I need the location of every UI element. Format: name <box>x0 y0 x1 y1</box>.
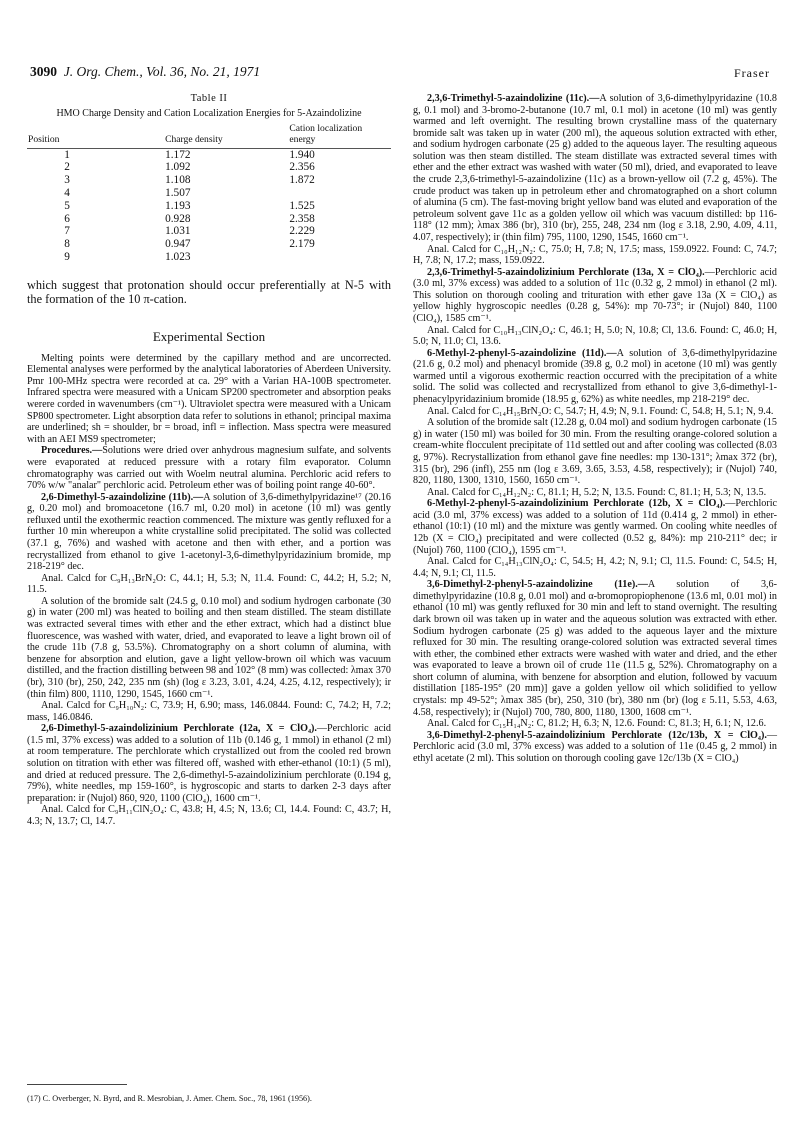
compound-12a-paragraph: 2,6-Dimethyl-5-azaindolizinium Perchlorate (12a, X = ClO₄).—Perchloric acid (1.5 ml, 37% excess) was added to a solution of 11b (0.146 g, 1 mmol) in ethanol (2 ml) at room temperature. The perchlorate which crystallized out from the cooled red brown solution on titration with ether was filtered off, washed with ether-ethanol (10:1) (5 ml), and dried at reduced pressure. The 2,6-dimethyl-5-azaindolizinium perchlorate (0.194 g, 79%), white needles, mp 159-160°, is hygroscopic and starts to darken 2-3 days after preparation: ir (Nujol) 860, 920, 1100 (ClO₄), 1600 cm⁻¹. <box>27 723 391 804</box>
compound-13a-paragraph: 2,3,6-Trimethyl-5-azaindolizinium Perchlorate (13a, X = ClO₄).—Perchloric acid (3.0 ml, 37% excess) was added to a solution of 11c (0.32 g, 2 mmol) in ethanol (2 ml). This solution on thorough cooling and trituration with ether gave 13a (X = ClO₄) as yellow highly hygroscopic needles (0.28 g, 54%): mp 70-73°; ir (Nujol) 840, 1100 (ClO₄), 1585 cm⁻¹. <box>413 266 777 324</box>
analysis-paragraph: Anal. Calcd for C₉H₁₃BrN₂O: C, 44.1; H, 5.3; N, 11.4. Found: C, 44.2; H, 5.2; N, 11.5. <box>27 572 391 596</box>
table-cell-pos: 4 <box>64 186 70 199</box>
table-cell-energy <box>245 187 391 200</box>
procedures-heading: Procedures.— <box>41 445 103 457</box>
compound-11c-heading: 2,3,6-Trimethyl-5-azaindolizine (11c).— <box>427 93 600 104</box>
compound-13a-heading: 2,3,6-Trimethyl-5-azaindolizinium Perchlorate (13a, X = ClO₄). <box>427 266 705 278</box>
analysis-paragraph: Anal. Calcd for C₁₄H₁₂N₂: C, 81.1; H, 5.2; N, 13.5. Found: C, 81.1; H, 5.3; N, 13.5. <box>427 486 767 498</box>
table-label: Table II <box>190 93 228 104</box>
table-cell-pos: 7 <box>64 225 70 238</box>
hmo-table <box>27 122 391 264</box>
table-cell-energy: 2.356 <box>289 161 315 174</box>
table-title: HMO Charge Density and Cation Localization Energies for 5-Azaindolizine <box>56 107 362 119</box>
running-author: Fraser <box>734 66 770 80</box>
table-cell-energy <box>245 251 391 264</box>
table-cell-pos: 8 <box>64 238 70 251</box>
table-cell-charge: 1.172 <box>165 148 191 161</box>
table-cell-pos: 6 <box>64 212 70 225</box>
footnote-rule <box>27 1084 127 1085</box>
analysis-paragraph: Anal. Calcd for C₁₄H₁₅BrN₂O: C, 54.7; H, 4.9; N, 9.1. Found: C, 54.8; H, 5.1; N, 9.4. <box>427 405 774 417</box>
table-cell-charge: 1.023 <box>165 250 191 263</box>
table-cell-charge: 1.193 <box>165 199 191 212</box>
table-cell-pos: 1 <box>64 148 70 161</box>
compound-12b-heading: 6-Methyl-2-phenyl-5-azaindolizinium Perchlorate (12b, X = ClO₄). <box>427 498 726 510</box>
left-column <box>27 93 391 827</box>
table-cell-charge: 0.928 <box>165 212 191 225</box>
table-cell-energy: 1.940 <box>289 148 315 161</box>
compound-11b-paragraph: 2,6-Dimethyl-5-azaindolizine (11b).—A solution of 3,6-dimethylpyridazine¹⁷ (20.16 g, 0.20 mol) and bromoacetone (16.7 ml, 0.20 mol) in acetone (10 ml) was gently refluxed until the exothermic reaction commenced. The mixture was gently refluxed for a further 10 min whereupon a white crystalline solid precipitated. The solid was collected (37.1 g, 76%) and washed with acetone and then with ether, and a portion was recrystallized from ethanol to give 1-acetonyl-3,6-dimethylpyridazinium bromide, mp 218-219° dec. <box>27 491 391 573</box>
table-row <box>27 148 391 161</box>
table-row <box>27 187 391 200</box>
compound-12c-heading: 3,6-Dimethyl-2-phenyl-5-azaindolizinium Perchlorate (12c/13b, X = ClO₄). <box>427 729 767 741</box>
right-column <box>413 93 777 765</box>
table-cell-pos: 9 <box>64 250 70 263</box>
table-row <box>27 161 391 174</box>
compound-11b-heading: 2,6-Dimethyl-5-azaindolizine (11b).— <box>41 491 204 503</box>
table-row <box>27 174 391 187</box>
compound-11d-paragraph: 6-Methyl-2-phenyl-5-azaindolizine (11d).—A solution of 3,6-dimethylpyridazine (21.6 g, 0.2 mol) and phenacyl bromide (39.8 g, 0.2 mol) in acetone (10 ml) was gently warmed until a vigorous exothermic reaction occurred with the precipitation of a white solid. The solid was collected and recrystallized from ethanol to give 3,6-dimethyl-1-phenacylpyridazinium bromide (18.95 g, 62%) as white needles, mp 218-219° dec. <box>413 347 777 406</box>
table-cell-energy: 2.179 <box>289 238 315 251</box>
analysis-paragraph: Anal. Calcd for C₁₀H₁₃ClN₂O₄: C, 46.1; H, 5.0; N, 10.8; Cl, 13.6. Found: C, 46.0; H, 5.0; N, 11.0; Cl, 13.6. <box>413 324 777 348</box>
table-row <box>27 225 391 238</box>
analysis-paragraph: Anal. Calcd for C₁₀H₁₂N₂: C, 75.0; H, 7.8; N, 17.5; mass, 159.0922. Found: C, 74.7; H, 7.8; N, 17.2; mass, 159.0922. <box>413 243 777 267</box>
compound-11e-heading: 3,6-Dimethyl-2-phenyl-5-azaindolizine (11e).— <box>427 579 648 591</box>
table-header-energy: Cation localization energy <box>289 122 363 145</box>
table-header-position: Position <box>28 133 60 145</box>
compound-11d-heading: 6-Methyl-2-phenyl-5-azaindolizine (11d).— <box>427 347 617 359</box>
table-body <box>27 148 391 264</box>
analysis-paragraph: Anal. Calcd for C₉H₁₀N₂: C, 73.9; H, 6.90; mass, 146.0844. Found: C, 74.2; H, 7.2; mass, 146.0846. <box>27 700 391 723</box>
bromide-salt-paragraph: A solution of the bromide salt (12.28 g, 0.04 mol) and sodium hydrogen carbonate (15 g) in water (150 ml) was boiled for 30 min. From the resulting orange-colored solution a cream-white flocculent precipitate of 11d settled out and after cooling was collected (8.03 g, 97%). Recrystallization from ethanol gave fine needles: mp 130-131°; λmax 372 (br), 315 (br), 296 (infl), 255 nm (log ε 3.69, 3.65, 3.53, 4.58, respectively); ir (Nujol) 740, 820, 1180, 1300, 1310, 1560, 1650 cm⁻¹. <box>413 417 777 487</box>
table-cell-charge: 1.092 <box>165 161 191 174</box>
folio <box>30 64 260 80</box>
table-cell-pos: 3 <box>64 174 70 187</box>
compound-12a-heading: 2,6-Dimethyl-5-azaindolizinium Perchlorate (12a, X = ClO₄). <box>41 723 317 735</box>
table-row <box>27 213 391 226</box>
table-cell-energy: 2.358 <box>289 212 315 225</box>
table-cell-charge: 0.947 <box>165 238 191 251</box>
compound-12c-paragraph: 3,6-Dimethyl-2-phenyl-5-azaindolizinium Perchlorate (12c/13b, X = ClO₄).—Perchloric acid (3.0 ml, 37% excess) was added to a solution of 11e (0.45 g, 2 mmol) in ethyl acetate (2 ml). This solution on thorough cooling gave 12c/13b (X = ClO₄) <box>413 729 777 764</box>
table-header-charge: Charge density <box>165 133 223 145</box>
table-cell-pos: 5 <box>64 199 70 212</box>
analysis-paragraph: Anal. Calcd for C₁₅H₁₄N₂: C, 81.2; H, 6.3; N, 12.6. Found: C, 81.3; H, 6.1; N, 12.6. <box>427 718 767 730</box>
analysis-paragraph: Anal. Calcd for C₁₄H₁₃ClN₂O₄: C, 54.5; H, 4.2; N, 9.1; Cl, 11.5. Found: C, 54.5; H, 4.4; N, 9.1; Cl, 11.5. <box>413 556 777 579</box>
analysis-paragraph: Anal. Calcd for C₉H₁₁ClN₂O₄: C, 43.8; H, 4.5; N, 13.6; Cl, 14.4. Found: C, 43.7; H, 4.3; N, 13.7; Cl, 14.7. <box>27 804 391 827</box>
methods-paragraph: Melting points were determined by the capillary method and are uncorrected. Elemental analyses were performed by the analytical laboratories of Aberdeen University. Pmr 100-MHz spectra were recorded at ca. 29° with a Varian HA-100B spectrometer. Infrared spectra were measured with a Unicam SP200 spectrometer and absorption peaks werere corded in wavenumbers (cm⁻¹). Ultraviolet spectra were measured with a Unicam SP800 spectrometer. Light absorption data refer to solutions in ethanol; principal maxima are underlined; sh = shoulder, br = broad, infl = inflection. Mass spectra were measured with an AEI MS9 spectrometer; <box>27 352 391 445</box>
table-cell-energy: 1.525 <box>289 199 315 212</box>
bromide-salt-paragraph: A solution of the bromide salt (24.5 g, 0.10 mol) and sodium hydrogen carbonate (30 g) in water (200 ml) was heated to boiling and then steam distilled. The steam distillate was extracted several times with ether and the ether extract, which had a distinct blue fluorescence, was washed with water, dried, and evaporated to leave a light brown oil of the crude 11b (7.8 g, 53.5%). Chromatography on a short column of alumina, with benzene for absorption and elution, gave a light yellow-brown oil which was vacuum distilled, and the fraction distilling between 98 and 102° (8 mm) was collected: λmax 370 (br), 310 (br), 250, 242, 235 nm (sh) (log ε 3.23, 3.01, 4.24, 4.25, 4.12, respectively); ir (thin film) 800, 1110, 1290, 1545, 1660 cm⁻¹. <box>27 595 391 700</box>
procedures-paragraph: Procedures.—Solutions were dried over anhydrous magnesium sulfate, and solvents were evaporated at reduced pressure with a rotary film evaporator. Column chromatography was carried out with Woelm neutral alumina. Perchloric acid refers to 70% w/w "analar" perchloric acid. Petroleum ether was of boiling point range 40-60°. <box>27 445 391 492</box>
compound-11c-paragraph: 2,3,6-Trimethyl-5-azaindolizine (11c).—A solution of 3,6-dimethylpyridazine (10.8 g, 0.1 mol) and 3-bromo-2-butanone (10.7 ml, 0.1 mol) in acetone (10 ml) was gently warmed and left overnight. The resulting brown crystalline mass of the quaternary bromide salt was taken up in water (200 ml), the aqueous solution extracted with ether, and sodium hydrogen carbonate (25 g) added to the aqueous layer. The resulting aqueous solution was then steam distilled. The steam distillate was extracted several times with ether and the ether extract was washed with water (50 ml), dried, and evaporated to leave the crude 2,3,6-trimethyl-5-azaindolizine (11c) as a brown-yellow oil (7.2 g, 45%). The crude product was taken up in petroleum ether and chromatographed on a short column of alumina (5 cm). The fast-moving bright yellow band was eluted and evaporation of the petroleum solvent gave 11c as a golden yellow oil which was vacuum distilled: bp 116-118° (12 mm); λmax 386 (br), 310 (br), 255, 248, 234 nm (log ε 3.18, 2.90, 4.09, 4.11, 4.07, respectively); ir (thin film) 795, 1100, 1290, 1545, 1660 cm⁻¹. <box>413 93 777 243</box>
table-cell-charge: 1.031 <box>165 225 191 238</box>
table-cell-charge: 1.108 <box>165 174 191 187</box>
table-cell-pos: 2 <box>64 161 70 174</box>
table-cell-energy: 2.229 <box>289 225 315 238</box>
table-row <box>27 238 391 251</box>
table-cell-charge: 1.507 <box>165 186 191 199</box>
compound-12b-paragraph: 6-Methyl-2-phenyl-5-azaindolizinium Perchlorate (12b, X = ClO₄).—Perchloric acid (3.0 ml, 37% excess) was added to a solution of 11d (0.414 g, 2 mmol) in ether-ethanol (10:1) (10 ml) and the mixture was gently warmed. On cooling white needles of 12b (X = ClO₄) precipitated and were collected (0.52 g, 84%): mp 210-211° dec; ir (Nujol) 760, 1100 (ClO₄), 1595 cm⁻¹. <box>413 498 777 556</box>
footnote: (17) C. Overberger, N. Byrd, and R. Mesrobian, J. Amer. Chem. Soc., 78, 1961 (1956). <box>27 1094 312 1103</box>
table-row <box>27 200 391 213</box>
page-number: 3090 <box>30 64 57 79</box>
page-header <box>30 64 770 86</box>
lead-text: which suggest that protonation should occur preferentially at N-5 with the formation of the 10 π-cation. <box>27 277 391 307</box>
table-cell-energy: 1.872 <box>289 174 315 187</box>
section-heading: Experimental Section <box>152 329 266 345</box>
table-row <box>27 251 391 264</box>
journal-citation: J. Org. Chem., Vol. 36, No. 21, 1971 <box>63 64 261 79</box>
compound-11e-paragraph: 3,6-Dimethyl-2-phenyl-5-azaindolizine (11e).—A solution of 3,6-dimethylpyridazine (10.8 g, 0.01 mol) and α-bromopropiophenone (13.6 ml, 0.01 mol) in ethanol (10 ml) was gently refluxed for 30 min and left to stand overnight. The resulting dark brown oil was taken up in water and the aqueous solution was extracted with ether. Sodium hydrogen carbonate (25 g) was added to the aqueous layer and the mixture refluxed for 30 min. The resulting orange-colored solution was extracted several times with ether, the combined ether extracts were washed with water and dried, and the ether was evaporated to leave a brown oil of crude 11e (11.5 g, 52%). Chromatography on a short column of alumina, with benzene for absorption and elution, followed by vacuum distillation [185-195° (20 mm)] gave a golden yellow oil which solidified to yellow crystals: mp 49-52°; λmax 385 (br), 250, 310 (br), 380 nm (br) (log ε 5.11, 5.53, 4.63, 4.58, respectively); ir (Nujol) 700, 780, 800, 1180, 1300, 1608 cm⁻¹. <box>413 579 777 718</box>
